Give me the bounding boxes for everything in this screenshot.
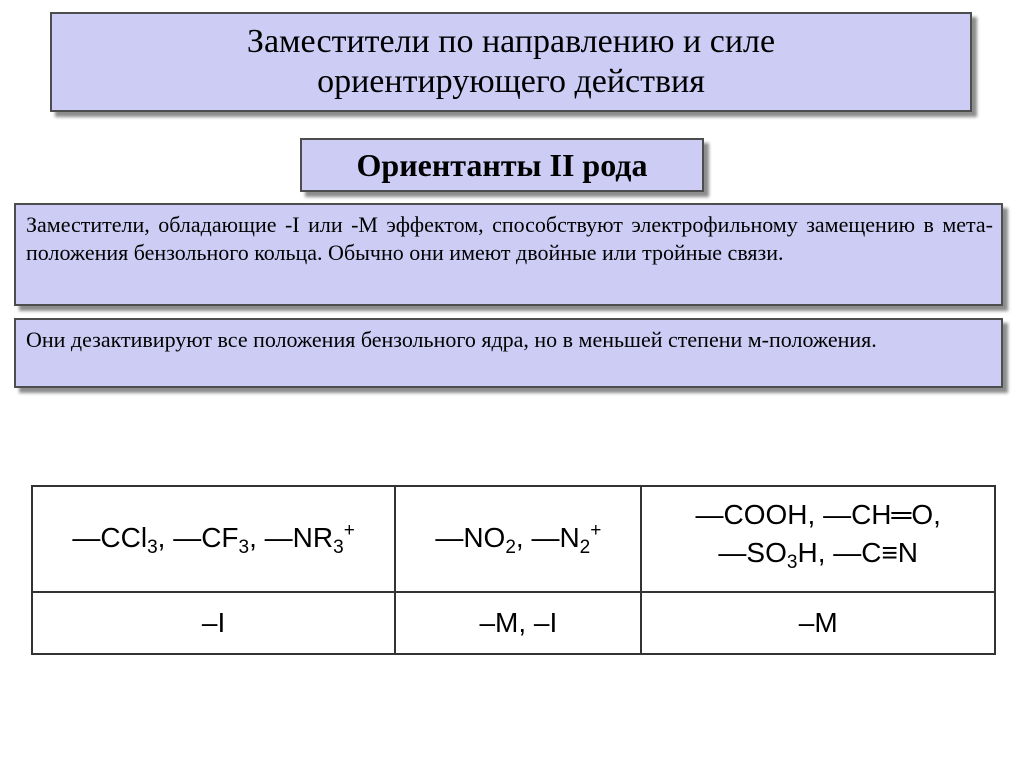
substituents-table (31, 485, 996, 655)
formula-part: —CCl (72, 521, 148, 553)
formula-subscript: 3 (238, 536, 250, 558)
table-row-effects (32, 592, 995, 654)
formula-part: —NO (435, 521, 506, 553)
formula-part: —SO (718, 537, 787, 568)
cell-effect-halogenated: –I (32, 592, 395, 654)
formula-part: , —N (515, 521, 580, 553)
formula-subscript: 2 (579, 536, 591, 558)
paragraph-deactivation: Они дезактивируют все положения бензольного ядра, но в меньшей степени м-положения. (14, 318, 1003, 388)
cell-formula-halogenated (32, 486, 395, 592)
formula-superscript: + (343, 519, 355, 541)
formula-part: , —CF (157, 521, 239, 553)
slide-title-line-2: ориентирующего действия (317, 63, 705, 100)
cell-formula-carbonyl (641, 486, 995, 592)
slide-title (50, 12, 972, 112)
formula-subscript: 3 (786, 552, 798, 573)
formula-line-2 (648, 534, 988, 582)
cell-formula-nitro (395, 486, 641, 592)
formula-subscript: 3 (147, 536, 158, 558)
cell-effect-carbonyl: –M (641, 592, 995, 654)
cell-effect-nitro: –M, –I (395, 592, 641, 654)
formula-subscript: 3 (333, 536, 344, 558)
formula-line-1: —COOH, —CH═O, (695, 499, 941, 530)
formula-part: , —NR (249, 521, 334, 553)
formula-subscript: 2 (505, 536, 516, 558)
formula-superscript: + (590, 519, 602, 541)
slide-title-line-1: Заместители по направлению и силе (246, 23, 776, 60)
slide-subtitle: Ориентанты II рода (300, 138, 704, 192)
table-row-formulas (32, 486, 995, 592)
paragraph-definition: Заместители, обладающие -I или -М эффектом, способствуют электрофильному замещению в мета-положения бензольного кольца. Обычно они имеют двойные или тройные связи. (14, 203, 1003, 306)
formula-part: H, —C≡N (797, 537, 919, 568)
